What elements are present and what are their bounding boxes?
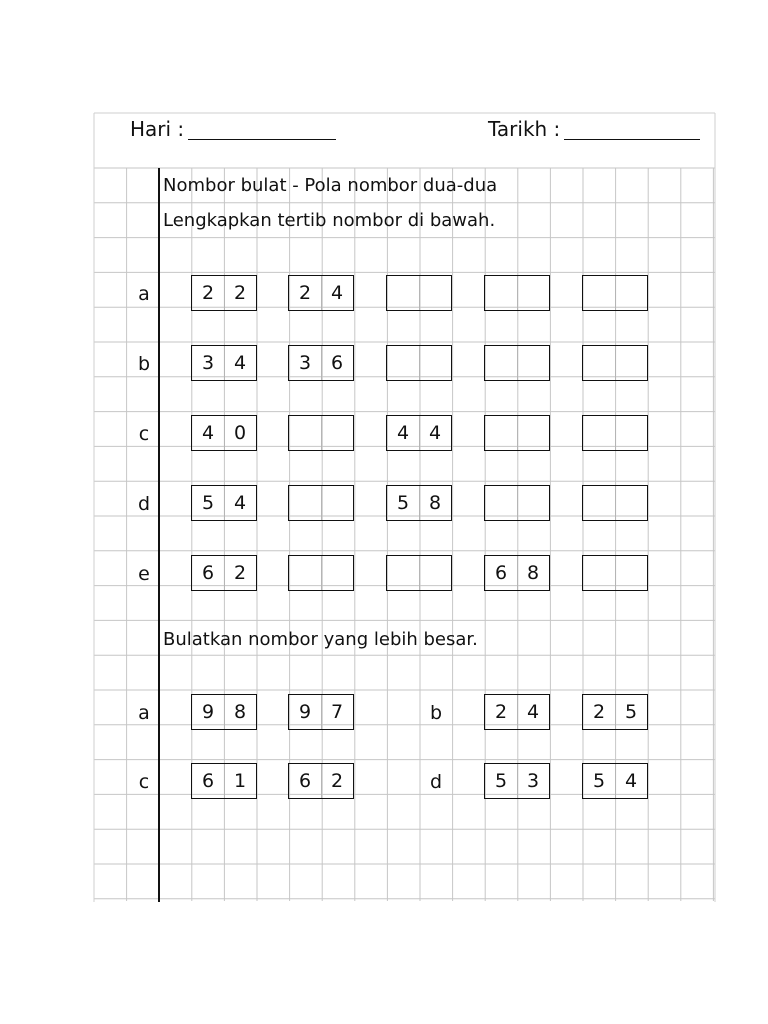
answer-box[interactable] — [582, 415, 648, 451]
digit-divider — [321, 416, 322, 450]
section1-instruction: Lengkapkan tertib nombor di bawah. — [163, 210, 496, 231]
answer-box[interactable] — [386, 555, 452, 591]
digit: 7 — [330, 701, 344, 723]
digit: 8 — [233, 701, 247, 723]
digit-divider — [517, 276, 518, 310]
digit: 4 — [330, 282, 344, 304]
answer-box[interactable] — [484, 485, 550, 521]
digit-divider — [615, 346, 616, 380]
digit: 9 — [298, 701, 312, 723]
digit: 4 — [624, 770, 638, 792]
digit-divider — [615, 416, 616, 450]
digit-divider — [419, 346, 420, 380]
answer-box[interactable] — [582, 345, 648, 381]
digit: 6 — [298, 770, 312, 792]
digit: 2 — [494, 701, 508, 723]
day-label: Hari : — [130, 117, 185, 141]
digit: 5 — [592, 770, 606, 792]
digit: 4 — [201, 422, 215, 444]
digit: 8 — [428, 492, 442, 514]
digit: 5 — [201, 492, 215, 514]
answer-box[interactable] — [484, 275, 550, 311]
question-label: b — [429, 702, 443, 724]
section2-instruction: Bulatkan nombor yang lebih besar. — [163, 629, 478, 650]
number-box — [191, 485, 257, 521]
answer-box[interactable] — [288, 485, 354, 521]
digit-divider — [615, 556, 616, 590]
digit-divider — [615, 486, 616, 520]
digit: 5 — [396, 492, 410, 514]
digit: 2 — [233, 282, 247, 304]
digit: 6 — [494, 562, 508, 584]
digit-divider — [615, 276, 616, 310]
digit: 3 — [298, 352, 312, 374]
comparison-number-box — [582, 763, 648, 799]
digit: 4 — [526, 701, 540, 723]
digit: 2 — [592, 701, 606, 723]
digit: 2 — [298, 282, 312, 304]
digit: 3 — [201, 352, 215, 374]
number-box — [191, 345, 257, 381]
day-answer-line[interactable] — [188, 139, 336, 140]
answer-box[interactable] — [386, 275, 452, 311]
answer-box[interactable] — [582, 555, 648, 591]
date-answer-line[interactable] — [564, 139, 700, 140]
question-label: c — [138, 771, 150, 793]
digit-divider — [321, 556, 322, 590]
digit: 9 — [201, 701, 215, 723]
answer-box[interactable] — [288, 555, 354, 591]
digit: 0 — [233, 422, 247, 444]
answer-box[interactable] — [484, 415, 550, 451]
number-box — [288, 275, 354, 311]
comparison-number-box — [484, 763, 550, 799]
answer-box[interactable] — [386, 345, 452, 381]
digit: 4 — [428, 422, 442, 444]
digit: 2 — [330, 770, 344, 792]
row-label: d — [137, 493, 151, 515]
date-label: Tarikh : — [488, 117, 561, 141]
comparison-number-box — [288, 694, 354, 730]
row-label: b — [137, 353, 151, 375]
number-box — [191, 555, 257, 591]
digit: 6 — [330, 352, 344, 374]
number-box — [191, 415, 257, 451]
digit-divider — [419, 556, 420, 590]
digit-divider — [419, 276, 420, 310]
digit: 8 — [526, 562, 540, 584]
row-label: e — [138, 563, 150, 585]
number-box — [386, 415, 452, 451]
digit: 5 — [494, 770, 508, 792]
digit: 4 — [233, 492, 247, 514]
comparison-number-box — [582, 694, 648, 730]
answer-box[interactable] — [582, 275, 648, 311]
comparison-number-box — [191, 694, 257, 730]
row-label: a — [138, 283, 150, 305]
digit: 4 — [233, 352, 247, 374]
digit: 2 — [233, 562, 247, 584]
number-box — [191, 275, 257, 311]
question-label: a — [138, 702, 150, 724]
comparison-number-box — [191, 763, 257, 799]
digit: 3 — [526, 770, 540, 792]
comparison-number-box — [288, 763, 354, 799]
answer-box[interactable] — [484, 345, 550, 381]
digit-divider — [517, 416, 518, 450]
digit: 2 — [201, 282, 215, 304]
number-box — [288, 345, 354, 381]
question-label: d — [429, 771, 443, 793]
worksheet-title: Nombor bulat - Pola nombor dua-dua — [163, 175, 498, 196]
comparison-number-box — [484, 694, 550, 730]
number-box — [484, 555, 550, 591]
answer-box[interactable] — [582, 485, 648, 521]
digit: 5 — [624, 701, 638, 723]
digit: 6 — [201, 562, 215, 584]
row-label: c — [138, 423, 150, 445]
digit-divider — [517, 346, 518, 380]
digit-divider — [517, 486, 518, 520]
digit-divider — [321, 486, 322, 520]
answer-box[interactable] — [288, 415, 354, 451]
digit: 1 — [233, 770, 247, 792]
digit: 6 — [201, 770, 215, 792]
digit: 4 — [396, 422, 410, 444]
number-box — [386, 485, 452, 521]
